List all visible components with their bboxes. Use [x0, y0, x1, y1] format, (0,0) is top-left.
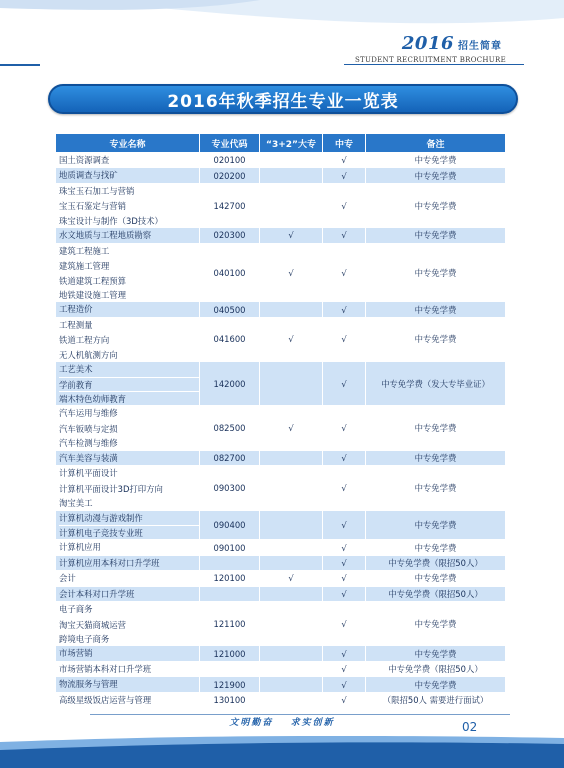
- dazhuan-mark: [260, 692, 323, 707]
- note-cell: 中专免学费（发大专毕业证）: [366, 362, 506, 406]
- note-cell: 中专免学费: [366, 571, 506, 586]
- brand-block: [402, 33, 502, 54]
- footer-wave-graphic: [0, 736, 564, 768]
- major-name-cell: [56, 153, 200, 168]
- column-header-note: 备注: [366, 134, 506, 153]
- zhongzhuan-mark: √: [323, 302, 366, 317]
- note-cell: 中专免学费（限招50人）: [366, 555, 506, 570]
- page-title-bar: [48, 84, 518, 114]
- major-name: 汽车检测与维修: [59, 435, 199, 449]
- major-code: 082500: [200, 406, 260, 450]
- majors-table: [55, 133, 506, 708]
- major-name-cell: [56, 302, 200, 317]
- dazhuan-mark: [260, 510, 323, 540]
- zhongzhuan-mark: √: [323, 450, 366, 465]
- brand-subtitle-en: STUDENT RECRUITMENT BROCHURE: [354, 56, 506, 64]
- table-row: [56, 168, 506, 183]
- major-name: 水文地质与工程地质勘察: [59, 230, 152, 241]
- zhongzhuan-mark: √: [323, 362, 366, 406]
- dazhuan-mark: [260, 586, 323, 601]
- major-code: [200, 555, 260, 570]
- note-cell: 中专免学费: [366, 228, 506, 243]
- major-name-cell: [56, 646, 200, 661]
- zhongzhuan-mark: √: [323, 555, 366, 570]
- major-name: 珠宝玉石加工与营销: [59, 185, 135, 196]
- major-name-cell: [56, 510, 200, 540]
- note-cell: 中专免学费: [366, 317, 506, 361]
- zhongzhuan-mark: √: [323, 646, 366, 661]
- dazhuan-mark: [260, 183, 323, 227]
- table-row: [56, 362, 506, 406]
- major-name: 市场营销本科对口升学班: [59, 663, 152, 674]
- major-name: 铁道工程方向: [59, 332, 199, 346]
- dazhuan-mark: [260, 302, 323, 317]
- table-row: [56, 406, 506, 450]
- major-name-cell: [56, 540, 200, 555]
- major-code: 121100: [200, 602, 260, 646]
- note-cell: 中专免学费: [366, 183, 506, 227]
- zhongzhuan-mark: √: [323, 243, 366, 302]
- note-cell: （限招50人 需要进行面试）: [366, 692, 506, 707]
- major-code: 082700: [200, 450, 260, 465]
- page-header: [0, 0, 564, 70]
- major-name: 地质调查与找矿: [59, 170, 118, 181]
- major-name-cell: [56, 183, 200, 227]
- brand-subtitle-cn: 招生简章: [458, 41, 502, 52]
- header-rule-accent: [0, 64, 40, 66]
- major-name-cell: [56, 466, 200, 510]
- zhongzhuan-mark: √: [323, 692, 366, 707]
- major-name: 铁道建筑工程预算: [59, 273, 199, 287]
- note-cell: 中专免学费: [366, 168, 506, 183]
- major-code: 120100: [200, 571, 260, 586]
- major-name: 计算机应用本科对口升学班: [59, 557, 160, 568]
- note-cell: 中专免学费: [366, 302, 506, 317]
- dazhuan-mark: [260, 540, 323, 555]
- table-row: [56, 302, 506, 317]
- major-name: 跨境电子商务: [59, 631, 199, 645]
- table-row: [56, 243, 506, 302]
- dazhuan-mark: [260, 661, 323, 676]
- major-name-cell: [56, 450, 200, 465]
- major-name: 物流服务与管理: [59, 679, 118, 690]
- note-cell: 中专免学费: [366, 243, 506, 302]
- table-row: [56, 228, 506, 243]
- major-name: 会计: [59, 573, 76, 584]
- note-cell: 中专免学费（限招50人）: [366, 586, 506, 601]
- major-name: 工艺美术: [59, 364, 93, 375]
- major-code: 090400: [200, 510, 260, 540]
- slogan-left: 文明勤奋: [229, 718, 274, 728]
- major-code: [200, 661, 260, 676]
- table-header-row: [56, 134, 506, 153]
- footer-slogan: [0, 715, 564, 728]
- major-code: 130100: [200, 692, 260, 707]
- major-code: 040500: [200, 302, 260, 317]
- major-code: 020300: [200, 228, 260, 243]
- major-name-cell: [56, 362, 200, 406]
- major-name-cell: [56, 571, 200, 586]
- major-name: 端木特色幼师教育: [59, 391, 199, 405]
- major-name: 汽车美容与装潢: [59, 452, 118, 463]
- zhongzhuan-mark: √: [323, 466, 366, 510]
- major-name: 计算机动漫与游戏制作: [59, 512, 143, 523]
- zhongzhuan-mark: √: [323, 540, 366, 555]
- zhongzhuan-mark: √: [323, 183, 366, 227]
- page-number: 02: [462, 720, 478, 734]
- table-row: [56, 586, 506, 601]
- note-cell: 中专免学费: [366, 646, 506, 661]
- major-name: 淘宝美工: [59, 495, 199, 509]
- dazhuan-mark: [260, 677, 323, 692]
- major-name: 学前教育: [59, 377, 199, 391]
- major-name-cell: [56, 602, 200, 646]
- column-header-name: 专业名称: [56, 134, 200, 153]
- header-rule: [344, 64, 524, 65]
- dazhuan-mark: [260, 466, 323, 510]
- major-name: 计算机应用: [59, 542, 101, 553]
- major-name-cell: [56, 406, 200, 450]
- major-code: 121900: [200, 677, 260, 692]
- table-row: [56, 183, 506, 227]
- major-name-cell: [56, 228, 200, 243]
- major-name: 电子商务: [59, 604, 93, 615]
- column-header-code: 专业代码: [200, 134, 260, 153]
- table-row: [56, 153, 506, 168]
- zhongzhuan-mark: √: [323, 406, 366, 450]
- table-row: [56, 646, 506, 661]
- page-title: 2016年秋季招生专业一览表: [167, 91, 399, 112]
- table-row: [56, 677, 506, 692]
- major-name: 高级星级饭店运营与管理: [59, 694, 152, 705]
- major-code: 020100: [200, 153, 260, 168]
- note-cell: 中专免学费: [366, 602, 506, 646]
- major-name-cell: [56, 677, 200, 692]
- note-cell: 中专免学费: [366, 466, 506, 510]
- dazhuan-mark: [260, 362, 323, 406]
- major-name: 汽车钣喷与定损: [59, 421, 199, 435]
- column-header-zhongzhuan: 中专: [323, 134, 366, 153]
- dazhuan-mark: [260, 555, 323, 570]
- major-name: 地铁建设施工管理: [59, 287, 199, 301]
- major-name: 建筑工程施工: [59, 245, 110, 256]
- dazhuan-mark: √: [260, 317, 323, 361]
- table-row: [56, 450, 506, 465]
- major-code: 040100: [200, 243, 260, 302]
- major-code: 020200: [200, 168, 260, 183]
- major-code: 142000: [200, 362, 260, 406]
- note-cell: 中专免学费: [366, 540, 506, 555]
- major-name: 建筑施工管理: [59, 258, 199, 272]
- note-cell: 中专免学费: [366, 153, 506, 168]
- dazhuan-mark: √: [260, 406, 323, 450]
- major-name: 工程测量: [59, 319, 93, 330]
- major-name: 计算机平面设计: [59, 468, 118, 479]
- major-code: 090300: [200, 466, 260, 510]
- dazhuan-mark: [260, 450, 323, 465]
- major-name: 会计本科对口升学班: [59, 588, 135, 599]
- slogan-right: 求实创新: [290, 718, 335, 728]
- major-code: 142700: [200, 183, 260, 227]
- table-row: [56, 661, 506, 676]
- dazhuan-mark: [260, 602, 323, 646]
- zhongzhuan-mark: √: [323, 168, 366, 183]
- dazhuan-mark: [260, 646, 323, 661]
- dazhuan-mark: [260, 168, 323, 183]
- brand-year: 2016: [401, 33, 454, 54]
- major-name: 淘宝天猫商城运营: [59, 617, 199, 631]
- major-name: 工程造价: [59, 304, 93, 315]
- major-name-cell: [56, 692, 200, 707]
- major-name-cell: [56, 243, 200, 302]
- major-name: 计算机电子竞技专业班: [59, 525, 199, 539]
- note-cell: 中专免学费（限招50人）: [366, 661, 506, 676]
- zhongzhuan-mark: √: [323, 661, 366, 676]
- zhongzhuan-mark: √: [323, 571, 366, 586]
- zhongzhuan-mark: √: [323, 510, 366, 540]
- zhongzhuan-mark: √: [323, 153, 366, 168]
- note-cell: 中专免学费: [366, 677, 506, 692]
- table-row: [56, 555, 506, 570]
- table-body: [56, 153, 506, 708]
- dazhuan-mark: √: [260, 228, 323, 243]
- major-name: 汽车运用与维修: [59, 408, 118, 419]
- column-header-dazhuan: “3+2”大专: [260, 134, 323, 153]
- table-row: [56, 466, 506, 510]
- major-code: 090100: [200, 540, 260, 555]
- zhongzhuan-mark: √: [323, 228, 366, 243]
- zhongzhuan-mark: √: [323, 677, 366, 692]
- table-row: [56, 540, 506, 555]
- note-cell: 中专免学费: [366, 450, 506, 465]
- table-row: [56, 317, 506, 361]
- table-row: [56, 571, 506, 586]
- note-cell: 中专免学费: [366, 406, 506, 450]
- zhongzhuan-mark: √: [323, 317, 366, 361]
- table-row: [56, 602, 506, 646]
- major-name-cell: [56, 168, 200, 183]
- major-code: 041600: [200, 317, 260, 361]
- dazhuan-mark: √: [260, 243, 323, 302]
- major-name: 国土资源调查: [59, 155, 110, 165]
- major-name: 市场营销: [59, 648, 93, 659]
- major-name-cell: [56, 317, 200, 361]
- major-name-cell: [56, 555, 200, 570]
- major-name: 计算机平面设计3D打印方向: [59, 481, 199, 495]
- major-name: 珠宝设计与制作（3D技术）: [59, 213, 199, 227]
- dazhuan-mark: √: [260, 571, 323, 586]
- major-name: 无人机航测方向: [59, 347, 199, 361]
- zhongzhuan-mark: √: [323, 602, 366, 646]
- dazhuan-mark: [260, 153, 323, 168]
- table-row: [56, 510, 506, 540]
- major-code: 121000: [200, 646, 260, 661]
- major-name-cell: [56, 661, 200, 676]
- zhongzhuan-mark: √: [323, 586, 366, 601]
- major-name-cell: [56, 586, 200, 601]
- note-cell: 中专免学费: [366, 510, 506, 540]
- major-code: [200, 586, 260, 601]
- table-row: [56, 692, 506, 707]
- major-name: 宝玉石鉴定与营销: [59, 198, 199, 212]
